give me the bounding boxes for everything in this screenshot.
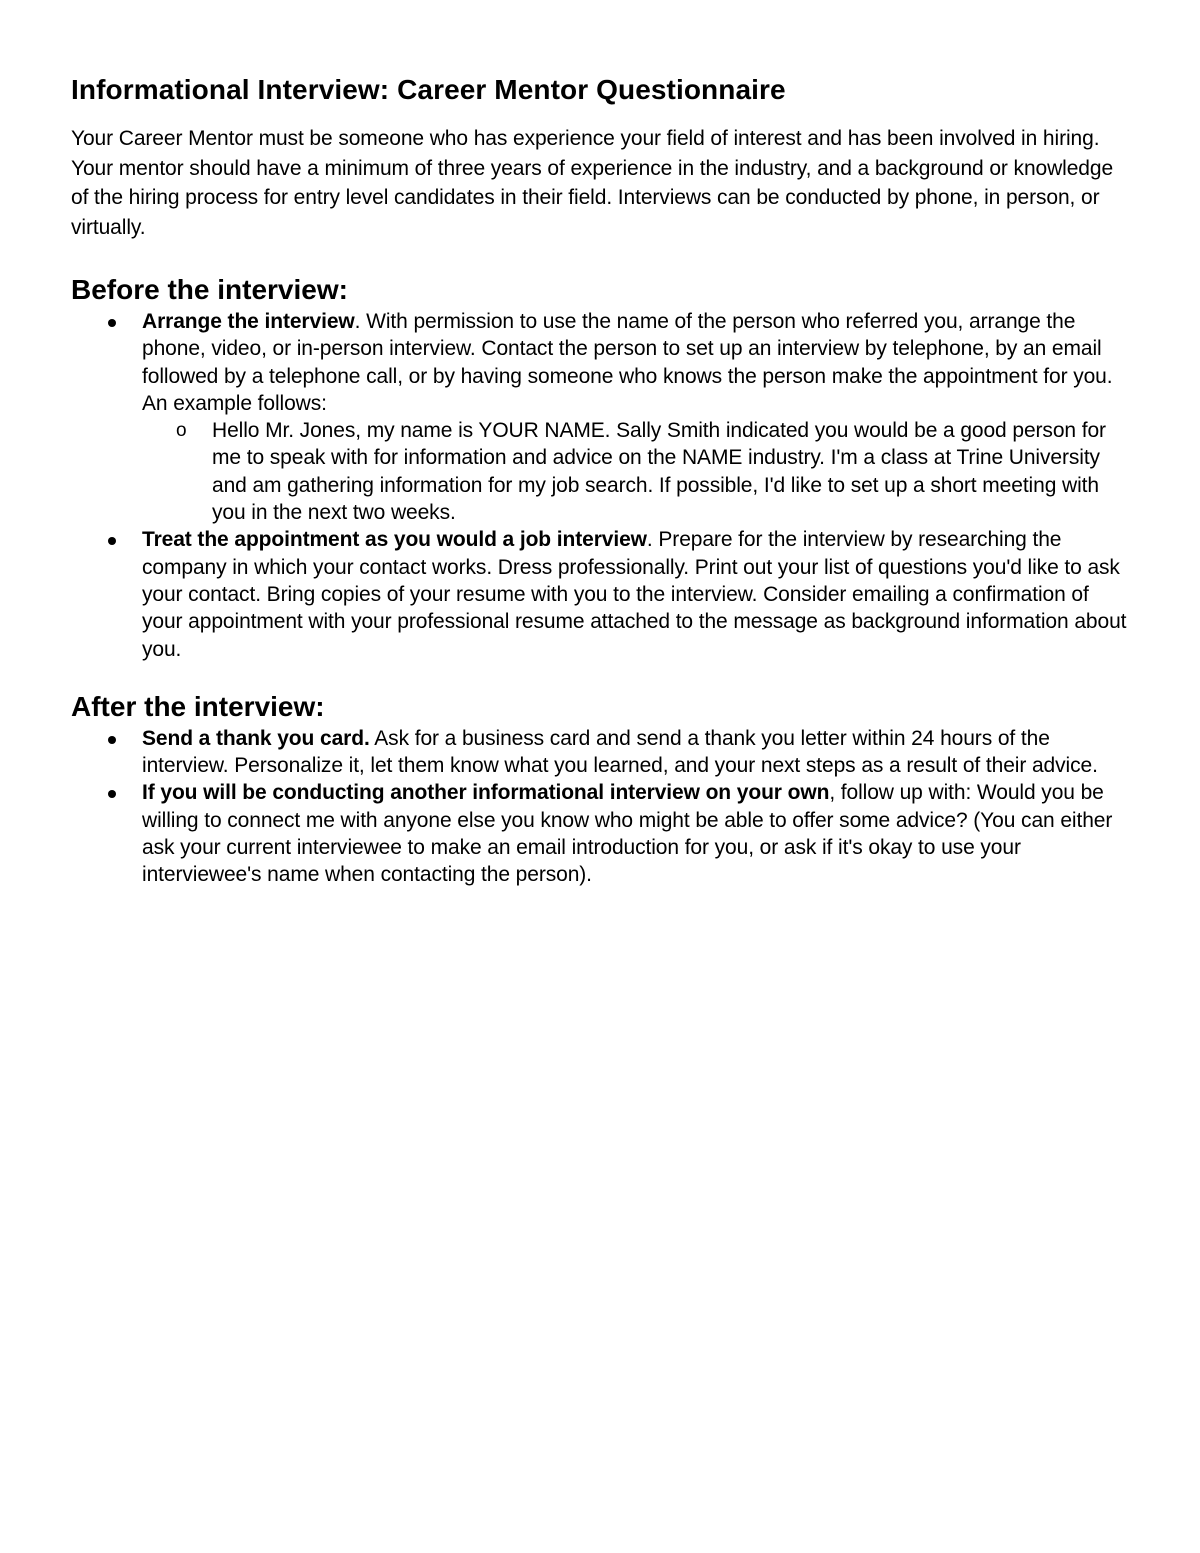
bullet-icon — [108, 736, 116, 744]
item-bold-lead: Treat the appointment as you would a job interview — [142, 528, 647, 552]
list-item-treat-appointment — [71, 526, 1131, 662]
item-bold-lead: If you will be conducting another informational interview on your own — [142, 781, 830, 805]
list-item-thank-you-card — [71, 725, 1131, 780]
list-item-follow-up — [71, 779, 1131, 888]
example-script-text: Hello Mr. Jones, my name is YOUR NAME. Sally Smith indicated you would be a good person for me to speak with for information and advice on the NAME industry. I'm a class at Trine University and am gathering information for my job search. If possible, I'd like to set up a short meeting with you in the next two weeks. — [212, 419, 1106, 525]
bullet-icon — [108, 537, 116, 545]
sub-bullet-icon: o — [176, 420, 187, 442]
bullet-icon — [108, 790, 116, 798]
after-interview-list — [71, 725, 1131, 889]
before-interview-list — [71, 308, 1131, 663]
document-title: Informational Interview: Career Mentor Questionnaire — [71, 74, 786, 105]
item-body-text: Ask for a business card and send a thank you letter within 24 hours of the interview. Personalize it, let them know what you learned, and your next steps as a result of their advice. — [142, 726, 1098, 778]
document-content — [71, 72, 1131, 889]
list-item-arrange-interview — [71, 308, 1131, 526]
before-interview-heading: Before the interview: — [71, 274, 348, 305]
item-body-text: . Prepare for the interview by researching the company in which your contact works. Dress professionally. Print out your list of questions you'd like to ask your contact. Bring copies of your resume with you to the interview. Consider emailing a confirmation of your appointment with your professional resume attached to the message as background information about you. — [142, 528, 1127, 661]
item-bold-lead: Arrange the interview — [142, 310, 355, 333]
item-bold-lead: Send a thank you card. — [142, 726, 370, 750]
item-body-text: . With permission to use the name of the person who referred you, arrange the phone, video, or in-person interview. Contact the person to set up an interview by telephone, by an email followed by a telephone call, or by having someone who knows the person make the appointment for you. An example follows: — [142, 310, 1113, 415]
item-body-text: , follow up with: Would you be willing to connect me with anyone else you know who might be able to offer some advice? (You can either ask your current interviewee to make an email introduction for you, or ask if it's okay to use your interviewee's name when contacting the person). — [142, 781, 1113, 887]
example-script-item — [71, 417, 1131, 526]
after-interview-heading: After the interview: — [71, 690, 325, 722]
bullet-icon — [108, 319, 116, 327]
example-sublist — [142, 417, 1131, 526]
intro-paragraph: Your Career Mentor must be someone who has experience your field of interest and has been involved in hiring. Your mentor should have a minimum of three years of experience in the industry, and a background or knowledge of the hiring process for entry level candidates in their field. Interviews can be conducted by phone, in person, or virtually. — [71, 127, 1114, 239]
